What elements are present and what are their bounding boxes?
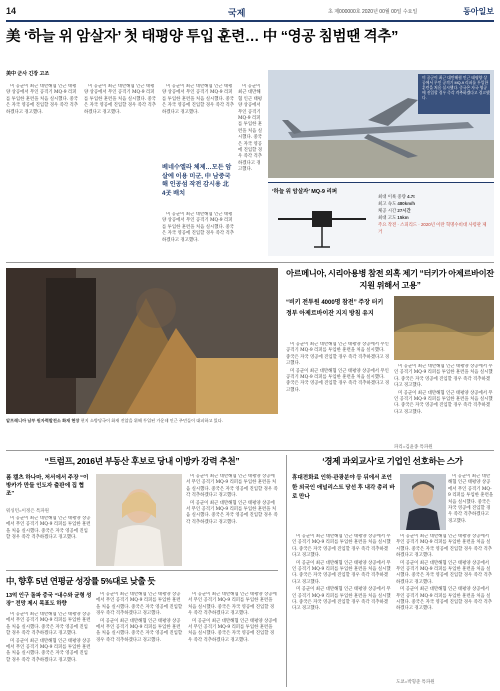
suga-body-col2: 미 공군이 최근 대만해협 인근 태평양 상공에서 무인 공격기 MQ-9 리퍼를 투입한 훈련을 처음 실시했다. 중국은 자국 영공에 진입할 경우 즉각 격추하겠다고 경고했다. 미 공군이 최근 대만해협 인근 태평양 상공에서 무인 공격기 MQ-9 리퍼를 투입한 훈련을 처음 실시했다. 중국은 자국 영공에 진입할 경우 즉각 격추하겠다고 경고했다. 미 공군이 최근 대만해협 인근 태평양 상공에서 무인 공격기 MQ-9 리퍼를 투입한 훈련을 처음 실시했다. 중국은 자국 영공에 진입할 경우 즉각 격추하겠다고 경고했다. bbox=[396, 534, 492, 612]
fire-photo bbox=[6, 268, 278, 414]
suga-body-col1: 미 공군이 최근 대만해협 인근 태평양 상공에서 무인 공격기 MQ-9 리퍼를 투입한 훈련을 처음 실시했다. 중국은 자국 영공에 진입할 경우 즉각 격추하겠다고 경고했다. 미 공군이 최근 대만해협 인근 태평양 상공에서 무인 공격기 MQ-9 리퍼를 투입한 훈련을 처음 실시했다. 중국은 자국 영공에 진입할 경우 즉각 격추하겠다고 경고했다. 미 공군이 최근 대만해협 인근 태평양 상공에서 무인 공격기 MQ-9 리퍼를 투입한 훈련을 처음 실시했다. 중국은 자국 영공에 진입할 경우 즉각 격추하겠다고 경고했다. bbox=[292, 534, 391, 612]
caption-title: 알프레니아 남부 원자력발전소 화재 현장 bbox=[6, 418, 80, 423]
china-body-col1: 미 공군이 최근 대만해협 인근 태평양 상공에서 무인 공격기 MQ-9 리퍼를 투입한 훈련을 처음 실시했다. 중국은 자국 영공에 진입할 경우 즉각 격추하겠다고 경고했다. 미 공군이 최근 대만해협 인근 태평양 상공에서 무인 공격기 MQ-9 리퍼를 투입한 훈련을 처음 실시했다. 중국은 자국 영공에 진입할 경우 즉각 격추하겠다고 경고했다. bbox=[6, 612, 91, 663]
divider bbox=[6, 570, 278, 571]
trump-headline: “트럼프, 2016년 부동산 후보로 당내 이방카 강력 추천” bbox=[44, 456, 240, 466]
armenia-photo bbox=[394, 296, 494, 360]
china-body-col2: 미 공군이 최근 대만해협 인근 태평양 상공에서 무인 공격기 MQ-9 리퍼를 투입한 훈련을 처음 실시했다. 중국은 자국 영공에 진입할 경우 즉각 격추하겠다고 경고했다. 미 공군이 최근 대만해협 인근 태평양 상공에서 무인 공격기 MQ-9 리퍼를 투입한 훈련을 처음 실시했다. 중국은 자국 영공에 진입할 경우 즉각 격추하겠다고 경고했다. bbox=[96, 592, 183, 643]
page-number: 14 bbox=[6, 6, 17, 16]
suga-quote: 휴대전화료 인하·관광분야 등 뒤에서 조언한 외국인 애널리스트 당선 후 내각 총리 바로 만나 bbox=[292, 475, 395, 500]
armenia-quote: “비키 전투원 4000명 참전” 주장 터키 정부 아제르바이잔 지지 방침 유지 bbox=[286, 300, 384, 317]
lead-body-col2: 미 공군이 최근 대만해협 인근 태평양 상공에서 무인 공격기 MQ-9 리퍼를 투입한 훈련을 처음 실시했다. 중국은 자국 영공에 진입할 경우 즉각 격추하겠다고 경고했다. bbox=[84, 84, 156, 115]
trump-byline: 워싱턴=이정은 특파원 bbox=[6, 508, 50, 513]
lead-body-col1: 미 공군이 최근 대만해협 인근 태평양 상공에서 무인 공격기 MQ-9 리퍼를 투입한 훈련을 처음 실시했다. 중국은 자국 영공에 진입할 경우 즉각 격추하겠다고 경고했다. bbox=[6, 84, 78, 115]
graphic-specs: 최대 이륙 중량 4.7t 최고 속도 480km/h 체공 시간 27시간 최대 고도 15km 주요 작전 · 스피리드 · 2020년 이란 혁명수비대 사령관 제거 bbox=[378, 194, 487, 234]
suga-body-col0: 미 공군이 최근 대만해협 인근 태평양 상공에서 무인 공격기 MQ-9 리퍼를 투입한 훈련을 처음 실시했다. 중국은 자국 영공에 진입할 경우 즉각 격추하겠다고 경고했다. bbox=[448, 474, 494, 524]
lead-headline: 美 ‘하늘 위 암살자’ 첫 태평양 투입 훈련… 中 “영공 침범땐 격추” bbox=[6, 29, 399, 45]
trump-photo bbox=[96, 474, 182, 566]
lead-body-col4: 미 공군이 최근 대만해협 인근 태평양 상공에서 무인 공격기 MQ-9 리퍼를 투입한 훈련을 처음 실시했다. 중국은 자국 영공에 진입할 경우 즉각 격추하겠다고 경고했다. bbox=[238, 84, 262, 173]
fire-photo-caption: 알프레니아 남부 원자력발전소 화재 현장 현지 소방당국이 화재 진압을 위해 투입된 가운데 인근 주민들이 대피하고 있다. bbox=[6, 418, 223, 423]
drone-photo-caption: 미 공군이 최근 대만해협 인근 태평양 상공에서 무인 공격기 MQ-9 리퍼를 투입한 훈련을 처음 실시했다. 중국은 자국 영공에 진입할 경우 즉각 격추하겠다고 경고했다. bbox=[422, 76, 490, 100]
lead-byline: 美中 군사 긴장 고조 bbox=[6, 71, 50, 77]
suga-byline: 도쿄=박형준 특파원 bbox=[396, 679, 435, 684]
dateline: 초 제000000호 2020년 00월 00일 수요일 bbox=[328, 9, 418, 15]
armenia-body-col2: 미 공군이 최근 대만해협 인근 태평양 상공에서 무인 공격기 MQ-9 리퍼를 투입한 훈련을 처음 실시했다. 중국은 자국 영공에 진입할 경우 즉각 격추하겠다고 경고했다. 미 공군이 최근 대만해협 인근 태평양 상공에서 무인 공격기 MQ-9 리퍼를 투입한 훈련을 처음 실시했다. 중국은 자국 영공에 진입할 경우 즉각 격추하겠다고 경고했다. bbox=[394, 364, 493, 415]
newspaper-brand: 동아일보 bbox=[463, 7, 494, 16]
drone-spec-graphic bbox=[268, 182, 494, 256]
armenia-byline: 파리=김윤종 특파원 bbox=[394, 444, 433, 449]
suga-photo-illustration bbox=[400, 474, 446, 530]
divider bbox=[6, 450, 494, 451]
suga-headline: ‘경제 과외교사’로 기업인 선호하는 스가 bbox=[322, 456, 463, 466]
lead-body-col3b: 미 공군이 최근 대만해협 인근 태평양 상공에서 무인 공격기 MQ-9 리퍼를 투입한 훈련을 처음 실시했다. 중국은 자국 영공에 진입할 경우 즉각 격추하겠다고 경고했다. bbox=[162, 212, 234, 243]
china-growth-sub: 13억 인구 돌파 중국 “내수와 균형 성장” 전망 제시 목표도 하향 bbox=[6, 593, 92, 607]
china-body-col3: 미 공군이 최근 대만해협 인근 태평양 상공에서 무인 공격기 MQ-9 리퍼를 투입한 훈련을 처음 실시했다. 중국은 자국 영공에 진입할 경우 즉각 격추하겠다고 경고했다. 미 공군이 최근 대만해협 인근 태평양 상공에서 무인 공격기 MQ-9 리퍼를 투입한 훈련을 처음 실시했다. 중국은 자국 영공에 진입할 경우 즉각 격추하겠다고 경고했다. bbox=[188, 592, 277, 643]
trump-body-col1: 미 공군이 최근 대만해협 인근 태평양 상공에서 무인 공격기 MQ-9 리퍼를 투입한 훈련을 처음 실시했다. 중국은 자국 영공에 진입할 경우 즉각 격추하겠다고 경고했다. bbox=[6, 516, 91, 541]
drone-silhouette-icon bbox=[272, 197, 372, 251]
section-label: 국제 bbox=[228, 8, 246, 18]
china-growth-headline: 中, 향후 5년 연평균 성장률 5%대로 낮출 듯 bbox=[6, 576, 156, 586]
lead-body-col3: 미 공군이 최근 대만해협 인근 태평양 상공에서 무인 공격기 MQ-9 리퍼를 투입한 훈련을 처음 실시했다. 중국은 자국 영공에 진입할 경우 즉각 격추하겠다고 경고했다. bbox=[162, 84, 234, 115]
armenia-photo-illustration bbox=[394, 296, 494, 360]
lead-sub-headline: 베네수엘라 체제…모든 암살에 이용 미군, 中 남중국해 인공섬 작전 감시용 北 4곳 배치 bbox=[162, 164, 232, 197]
armenia-body-col1: 미 공군이 최근 대만해협 인근 태평양 상공에서 무인 공격기 MQ-9 리퍼를 투입한 훈련을 처음 실시했다. 중국은 자국 영공에 진입할 경우 즉각 격추하겠다고 경고했다. 미 공군이 최근 대만해협 인근 태평양 상공에서 무인 공격기 MQ-9 리퍼를 투입한 훈련을 처음 실시했다. 중국은 자국 영공에 진입할 경우 즉각 격추하겠다고 경고했다. bbox=[286, 342, 390, 393]
trump-photo-illustration bbox=[96, 474, 182, 566]
fire-illustration bbox=[6, 268, 278, 414]
trump-quote: 폼 캘츠 하나마, 저서에서 주장 “이방카가 만들 인도자 출판에 집 협조” bbox=[6, 475, 89, 497]
divider bbox=[6, 262, 494, 263]
suga-photo bbox=[400, 474, 446, 530]
masthead bbox=[6, 6, 494, 22]
graphic-title: ‘하늘 위 암살자’ MQ-9 리퍼 bbox=[272, 189, 338, 195]
armenia-headline: 아르메니아, 시리아용병 참전 의혹 제기 “터키가 아제르바이잔 지원 위해서 고용” bbox=[286, 269, 494, 290]
trump-body-col2: 미 공군이 최근 대만해협 인근 태평양 상공에서 무인 공격기 MQ-9 리퍼를 투입한 훈련을 처음 실시했다. 중국은 자국 영공에 진입할 경우 즉각 격추하겠다고 경고했다. 미 공군이 최근 대만해협 인근 태평양 상공에서 무인 공격기 MQ-9 리퍼를 투입한 훈련을 처음 실시했다. 중국은 자국 영공에 진입할 경우 즉각 격추하겠다고 경고했다. bbox=[186, 474, 278, 525]
